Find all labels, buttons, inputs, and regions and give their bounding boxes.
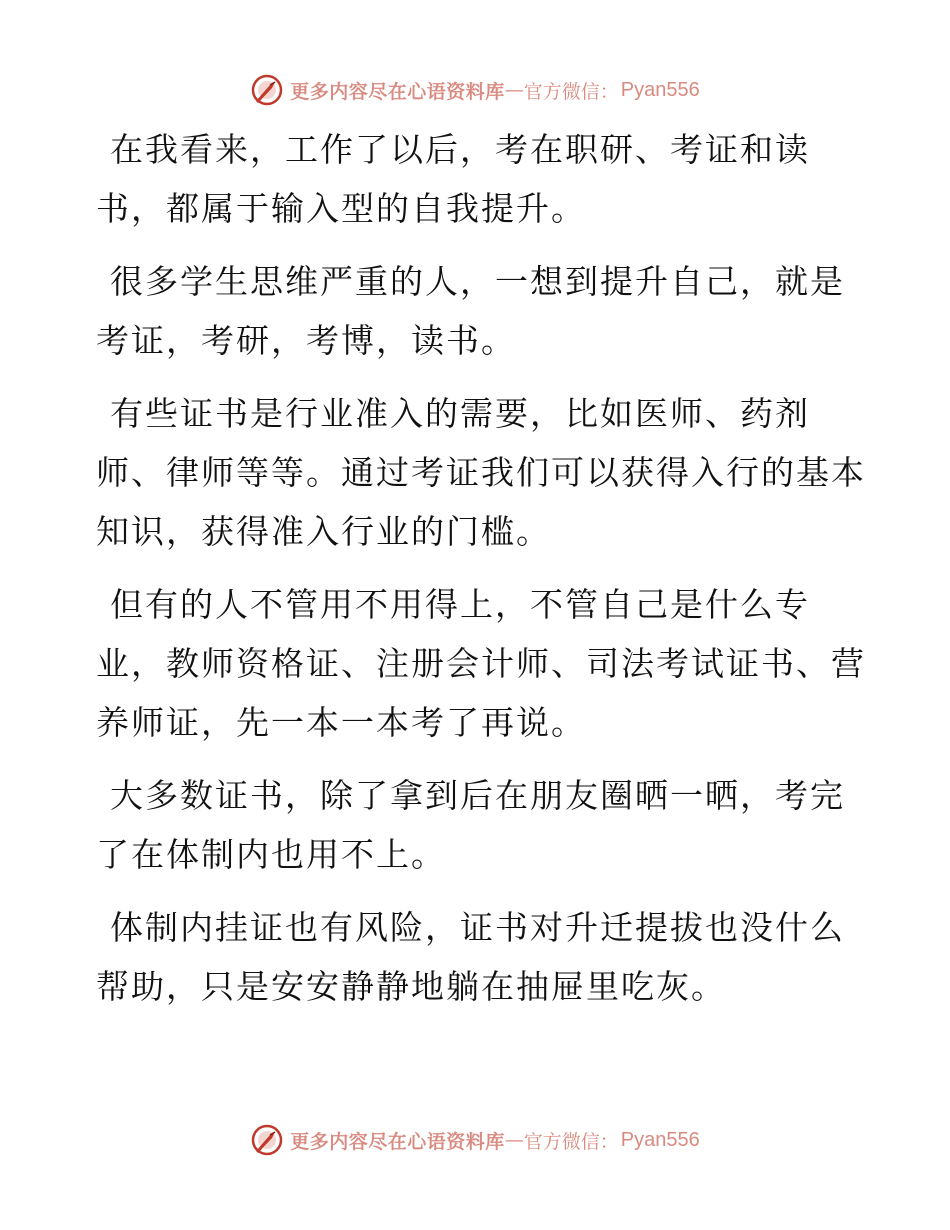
- wechat-id: Pyan556: [620, 78, 700, 101]
- paragraph-2: 很多学生思维严重的人，一想到提升自己，就是考证，考研，考博，读书。: [96, 262, 845, 360]
- paragraph-6: 体制内挂证也有风险，证书对升迁提拔也没什么帮助，只是安安静静地躺在抽屉里吃灰。: [96, 908, 845, 1006]
- site-name-text: 更多内容尽在心语资料库: [290, 1130, 505, 1153]
- banner-dash: —: [504, 1129, 524, 1151]
- article-body: [96, 120, 866, 1030]
- banner-dash: —: [504, 79, 524, 101]
- site-name-text: 更多内容尽在心语资料库: [290, 80, 505, 103]
- wechat-label: 官方微信：: [523, 1130, 619, 1153]
- pen-nib-logo-icon: [250, 73, 284, 107]
- header-banner: [0, 70, 950, 110]
- pen-nib-logo-icon: [250, 1123, 284, 1157]
- paragraph-5: 大多数证书，除了拿到后在朋友圈晒一晒，考完了在体制内也用不上。: [96, 776, 845, 874]
- footer-banner: [0, 1120, 950, 1160]
- wechat-label: 官方微信：: [523, 80, 619, 103]
- paragraph-4: 但有的人不管用不用得上，不管自己是什么专业，教师资格证、注册会计师、司法考试证书、营养师证，先一本一本考了再说。: [96, 585, 866, 742]
- wechat-id: Pyan556: [620, 1128, 700, 1151]
- paragraph-1: 在我看来，工作了以后，考在职研、考证和读书，都属于输入型的自我提升。: [96, 130, 810, 228]
- paragraph-3: 有些证书是行业准入的需要，比如医师、药剂师、律师等等。通过考证我们可以获得入行的基本知识，获得准入行业的门槛。: [96, 394, 866, 551]
